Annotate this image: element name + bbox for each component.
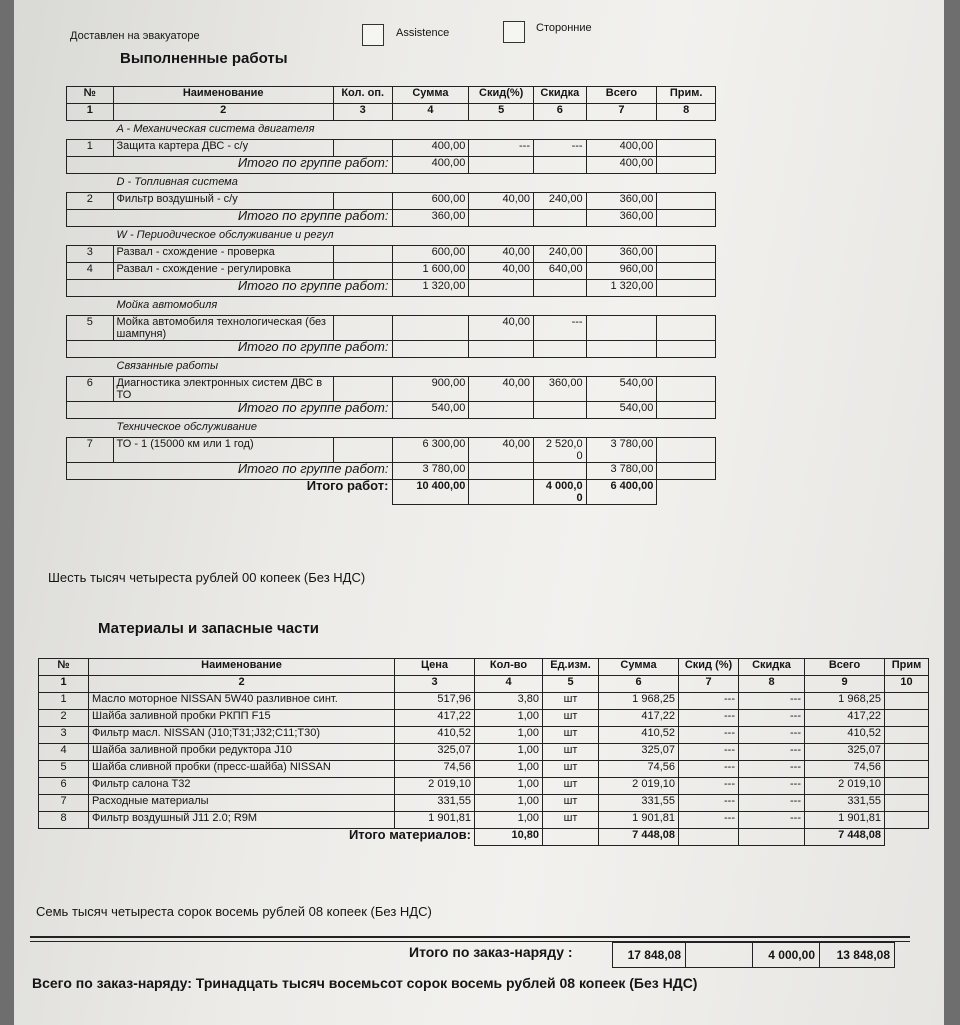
works-column-number-row [67, 104, 716, 121]
work-item-row [67, 263, 716, 280]
material-discount-percent: --- [679, 693, 739, 710]
work-quantity [333, 377, 392, 402]
column-header: Кол. оп. [333, 87, 392, 104]
material-note [885, 727, 929, 744]
empty-cell [534, 210, 587, 227]
material-price: 74,56 [395, 761, 475, 778]
work-discount: 640,00 [534, 263, 587, 280]
material-quantity: 1,00 [475, 778, 543, 795]
material-price: 517,96 [395, 693, 475, 710]
column-header: Прим [885, 659, 929, 676]
material-quantity: 1,00 [475, 761, 543, 778]
work-discount-percent: 40,00 [469, 263, 534, 280]
material-sum: 74,56 [599, 761, 679, 778]
materials-column-number-row [39, 676, 929, 693]
material-total: 410,52 [805, 727, 885, 744]
works-total-discount: 4 000,0 0 [534, 480, 587, 505]
work-subtotal-row [67, 463, 716, 480]
work-number: 3 [67, 246, 114, 263]
empty-cell [534, 341, 587, 358]
work-item-row [67, 246, 716, 263]
column-number: 7 [586, 104, 657, 121]
column-number: 6 [534, 104, 587, 121]
column-header: Наименование [89, 659, 395, 676]
materials-total-total: 7 448,08 [805, 829, 885, 846]
work-name: Развал - схождение - регулировка [113, 263, 333, 280]
work-name: Мойка автомобиля технологическая (без шампуня) [113, 316, 333, 341]
empty-cell [469, 210, 534, 227]
work-group-name: W - Периодическое обслуживание и регул [67, 227, 716, 246]
material-name: Шайба сливной пробки (пресс-шайба) NISSAN [89, 761, 395, 778]
empty-cell [657, 280, 716, 297]
column-number: 8 [739, 676, 805, 693]
material-note [885, 693, 929, 710]
column-number: 8 [657, 104, 716, 121]
work-note [657, 438, 716, 463]
work-note [657, 193, 716, 210]
work-subtotal-label: Итого по группе работ: [67, 341, 393, 358]
work-discount: 2 520,0 0 [534, 438, 587, 463]
empty-cell [885, 829, 929, 846]
work-number: 7 [67, 438, 114, 463]
material-total: 2 019,10 [805, 778, 885, 795]
work-total: 360,00 [586, 246, 657, 263]
works-header-row [67, 87, 716, 104]
divider [30, 936, 910, 938]
column-header: Всего [805, 659, 885, 676]
material-unit: шт [543, 693, 599, 710]
delivered-label: Доставлен на эвакуаторе [70, 30, 200, 42]
work-group-name: D - Топливная система [67, 174, 716, 193]
work-sum: 600,00 [392, 246, 469, 263]
third-party-checkbox[interactable] [503, 21, 525, 43]
work-subtotal-sum: 400,00 [392, 157, 469, 174]
work-number: 6 [67, 377, 114, 402]
material-discount: --- [739, 727, 805, 744]
work-discount-percent: 40,00 [469, 246, 534, 263]
work-discount-percent: 40,00 [469, 438, 534, 463]
material-quantity: 1,00 [475, 744, 543, 761]
work-group-row [67, 121, 716, 140]
material-total: 325,07 [805, 744, 885, 761]
column-number: 6 [599, 676, 679, 693]
material-unit: шт [543, 744, 599, 761]
empty-cell [469, 157, 534, 174]
works-total-in-words: Шесть тысяч четыреста рублей 00 копеек (Без НДС) [48, 570, 366, 585]
material-quantity: 1,00 [475, 812, 543, 829]
work-group-row [67, 227, 716, 246]
work-sum: 400,00 [392, 140, 469, 157]
material-note [885, 744, 929, 761]
work-number: 2 [67, 193, 114, 210]
work-group-name: Техническое обслуживание [67, 419, 716, 438]
materials-total-quantity: 10,80 [475, 829, 543, 846]
material-total: 1 901,81 [805, 812, 885, 829]
material-discount-percent: --- [679, 710, 739, 727]
column-number: 2 [113, 104, 333, 121]
material-discount-percent: --- [679, 761, 739, 778]
column-header: Скид (%) [679, 659, 739, 676]
material-price: 410,52 [395, 727, 475, 744]
empty-cell [534, 157, 587, 174]
material-discount: --- [739, 795, 805, 812]
work-number: 5 [67, 316, 114, 341]
material-price: 417,22 [395, 710, 475, 727]
work-discount: 240,00 [534, 193, 587, 210]
empty-cell [657, 463, 716, 480]
material-unit: шт [543, 761, 599, 778]
material-total: 74,56 [805, 761, 885, 778]
work-subtotal-sum: 540,00 [392, 402, 469, 419]
column-number: 3 [395, 676, 475, 693]
work-discount-percent: 40,00 [469, 316, 534, 341]
work-item-row [67, 140, 716, 157]
material-number: 2 [39, 710, 89, 727]
work-subtotal-total: 540,00 [586, 402, 657, 419]
material-discount-percent: --- [679, 795, 739, 812]
materials-total-in-words: Семь тысяч четыреста сорок восемь рублей 08 копеек (Без НДС) [36, 904, 432, 919]
material-unit: шт [543, 727, 599, 744]
work-subtotal-row [67, 402, 716, 419]
works-total-row [67, 480, 716, 505]
materials-total-row [39, 829, 929, 846]
material-discount: --- [739, 744, 805, 761]
assistance-label: Assistence [396, 27, 450, 39]
work-note [657, 316, 716, 341]
column-number: 10 [885, 676, 929, 693]
materials-header-row [39, 659, 929, 676]
material-price: 1 901,81 [395, 812, 475, 829]
material-number: 3 [39, 727, 89, 744]
material-row [39, 761, 929, 778]
material-sum: 417,22 [599, 710, 679, 727]
work-group-name: A - Механическая система двигателя [67, 121, 716, 140]
empty-cell [469, 402, 534, 419]
document-page [14, 0, 944, 1025]
empty-cell [469, 463, 534, 480]
work-group-row [67, 419, 716, 438]
work-subtotal-total: 3 780,00 [586, 463, 657, 480]
empty-cell [657, 402, 716, 419]
material-discount-percent: --- [679, 727, 739, 744]
work-quantity [333, 193, 392, 210]
material-sum: 325,07 [599, 744, 679, 761]
material-sum: 2 019,10 [599, 778, 679, 795]
material-name: Фильтр салона T32 [89, 778, 395, 795]
work-subtotal-total: 360,00 [586, 210, 657, 227]
work-subtotal-row [67, 280, 716, 297]
material-row [39, 778, 929, 795]
work-number: 4 [67, 263, 114, 280]
column-header: Цена [395, 659, 475, 676]
work-quantity [333, 438, 392, 463]
work-subtotal-label: Итого по группе работ: [67, 210, 393, 227]
work-sum [392, 316, 469, 341]
work-subtotal-label: Итого по группе работ: [67, 280, 393, 297]
column-header: № [39, 659, 89, 676]
work-subtotal-label: Итого по группе работ: [67, 157, 393, 174]
order-total-table [612, 942, 895, 968]
column-header: Наименование [113, 87, 333, 104]
material-total: 331,55 [805, 795, 885, 812]
third-party-label: Сторонние [536, 22, 592, 34]
work-note [657, 246, 716, 263]
column-header: Всего [586, 87, 657, 104]
work-subtotal-sum: 3 780,00 [392, 463, 469, 480]
column-number: 1 [39, 676, 89, 693]
works-total-sum: 10 400,00 [392, 480, 469, 505]
material-sum: 1 968,25 [599, 693, 679, 710]
material-quantity: 1,00 [475, 795, 543, 812]
work-subtotal-total: 400,00 [586, 157, 657, 174]
material-unit: шт [543, 812, 599, 829]
material-discount-percent: --- [679, 744, 739, 761]
column-number: 4 [475, 676, 543, 693]
empty-cell [657, 341, 716, 358]
work-discount: --- [534, 140, 587, 157]
order-total-in-words: Всего по заказ-наряду: Тринадцать тысяч восемьсот сорок восемь рублей 08 копеек (Без НДС) [32, 975, 698, 991]
work-name: Диагностика электронных систем ДВС в ТО [113, 377, 333, 402]
empty-cell [469, 280, 534, 297]
materials-total-label: Итого материалов: [348, 828, 471, 842]
work-item-row [67, 316, 716, 341]
work-discount: 360,00 [534, 377, 587, 402]
column-header: Кол-во [475, 659, 543, 676]
work-subtotal-total: 1 320,00 [586, 280, 657, 297]
material-total: 417,22 [805, 710, 885, 727]
work-subtotal-total [586, 341, 657, 358]
material-unit: шт [543, 778, 599, 795]
column-number: 3 [333, 104, 392, 121]
material-row [39, 727, 929, 744]
order-total-discount: 4 000,00 [753, 943, 820, 968]
materials-table [38, 658, 929, 846]
work-subtotal-label: Итого по группе работ: [67, 463, 393, 480]
work-sum: 900,00 [392, 377, 469, 402]
material-discount-percent: --- [679, 778, 739, 795]
work-quantity [333, 263, 392, 280]
empty-cell [469, 480, 534, 505]
material-number: 1 [39, 693, 89, 710]
work-name: Фильтр воздушный - с/у [113, 193, 333, 210]
work-name: Защита картера ДВС - с/у [113, 140, 333, 157]
column-number: 2 [89, 676, 395, 693]
material-note [885, 795, 929, 812]
works-title: Выполненные работы [120, 50, 288, 67]
column-header: Скид(%) [469, 87, 534, 104]
material-discount: --- [739, 693, 805, 710]
work-group-row [67, 174, 716, 193]
work-name: Развал - схождение - проверка [113, 246, 333, 263]
work-subtotal-sum: 1 320,00 [392, 280, 469, 297]
work-quantity [333, 140, 392, 157]
material-total: 1 968,25 [805, 693, 885, 710]
material-number: 8 [39, 812, 89, 829]
order-total-total: 13 848,08 [820, 943, 895, 968]
work-total: 960,00 [586, 263, 657, 280]
work-quantity [333, 246, 392, 263]
column-number: 9 [805, 676, 885, 693]
column-header: Сумма [599, 659, 679, 676]
empty-cell [543, 829, 599, 846]
works-total-label: Итого работ: [306, 479, 389, 493]
work-sum: 6 300,00 [392, 438, 469, 463]
work-item-row [67, 377, 716, 402]
work-discount: --- [534, 316, 587, 341]
material-discount: --- [739, 710, 805, 727]
material-discount: --- [739, 812, 805, 829]
empty-cell [534, 402, 587, 419]
work-group-name: Мойка автомобиля [67, 297, 716, 316]
material-number: 7 [39, 795, 89, 812]
material-row [39, 693, 929, 710]
material-name: Расходные материалы [89, 795, 395, 812]
column-header: № [67, 87, 114, 104]
work-group-row [67, 297, 716, 316]
work-group-name: Связанные работы [67, 358, 716, 377]
column-header: Прим. [657, 87, 716, 104]
material-price: 2 019,10 [395, 778, 475, 795]
work-subtotal-sum: 360,00 [392, 210, 469, 227]
column-number: 7 [679, 676, 739, 693]
empty-cell [534, 280, 587, 297]
material-note [885, 812, 929, 829]
material-discount: --- [739, 761, 805, 778]
material-note [885, 710, 929, 727]
material-discount-percent: --- [679, 812, 739, 829]
empty-cell [657, 480, 716, 505]
material-row [39, 812, 929, 829]
material-row [39, 744, 929, 761]
empty-cell [534, 463, 587, 480]
work-item-row [67, 193, 716, 210]
material-quantity: 1,00 [475, 727, 543, 744]
work-total [586, 316, 657, 341]
work-discount-percent: 40,00 [469, 377, 534, 402]
material-number: 4 [39, 744, 89, 761]
material-name: Фильтр воздушный J11 2.0; R9M [89, 812, 395, 829]
material-note [885, 778, 929, 795]
material-quantity: 3,80 [475, 693, 543, 710]
order-total-label: Итого по заказ-наряду : [409, 944, 573, 960]
column-number: 5 [543, 676, 599, 693]
material-name: Шайба заливной пробки РКПП F15 [89, 710, 395, 727]
material-name: Масло моторное NISSAN 5W40 разливное синт. [89, 693, 395, 710]
work-number: 1 [67, 140, 114, 157]
work-discount: 240,00 [534, 246, 587, 263]
material-discount: --- [739, 778, 805, 795]
work-name: ТО - 1 (15000 км или 1 год) [113, 438, 333, 463]
empty-cell [469, 341, 534, 358]
column-number: 4 [392, 104, 469, 121]
work-discount-percent: 40,00 [469, 193, 534, 210]
work-note [657, 377, 716, 402]
empty-cell [657, 210, 716, 227]
work-total: 400,00 [586, 140, 657, 157]
material-name: Шайба заливной пробки редуктора J10 [89, 744, 395, 761]
material-row [39, 795, 929, 812]
work-group-row [67, 358, 716, 377]
work-total: 3 780,00 [586, 438, 657, 463]
work-item-row [67, 438, 716, 463]
empty-cell [679, 829, 739, 846]
materials-title: Материалы и запасные части [98, 620, 320, 637]
column-number: 1 [67, 104, 114, 121]
work-subtotal-row [67, 157, 716, 174]
works-table [66, 86, 716, 505]
material-unit: шт [543, 710, 599, 727]
empty-cell [739, 829, 805, 846]
work-subtotal-label: Итого по группе работ: [67, 402, 393, 419]
work-note [657, 263, 716, 280]
material-sum: 331,55 [599, 795, 679, 812]
work-total: 360,00 [586, 193, 657, 210]
empty-cell [657, 157, 716, 174]
material-number: 5 [39, 761, 89, 778]
material-name: Фильтр масл. NISSAN (J10;T31;J32;C11;T30) [89, 727, 395, 744]
column-header: Ед.изм. [543, 659, 599, 676]
assistance-checkbox[interactable] [362, 24, 384, 46]
material-price: 331,55 [395, 795, 475, 812]
material-number: 6 [39, 778, 89, 795]
material-sum: 1 901,81 [599, 812, 679, 829]
work-subtotal-row [67, 210, 716, 227]
material-quantity: 1,00 [475, 710, 543, 727]
works-total-total: 6 400,00 [586, 480, 657, 505]
work-sum: 1 600,00 [392, 263, 469, 280]
work-discount-percent: --- [469, 140, 534, 157]
material-note [885, 761, 929, 778]
work-sum: 600,00 [392, 193, 469, 210]
materials-total-sum: 7 448,08 [599, 829, 679, 846]
work-subtotal-sum [392, 341, 469, 358]
work-total: 540,00 [586, 377, 657, 402]
material-row [39, 710, 929, 727]
material-sum: 410,52 [599, 727, 679, 744]
work-quantity [333, 316, 392, 341]
work-note [657, 140, 716, 157]
order-total-sum: 17 848,08 [613, 943, 686, 968]
work-subtotal-row [67, 341, 716, 358]
column-number: 5 [469, 104, 534, 121]
column-header: Скидка [534, 87, 587, 104]
material-unit: шт [543, 795, 599, 812]
column-header: Сумма [392, 87, 469, 104]
material-price: 325,07 [395, 744, 475, 761]
column-header: Скидка [739, 659, 805, 676]
